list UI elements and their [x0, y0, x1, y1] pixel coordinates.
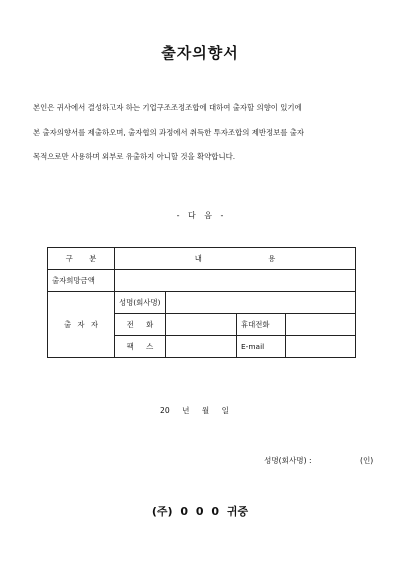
investor-info-table	[47, 247, 356, 358]
phone-label: 전 화	[115, 314, 166, 336]
mobile-value-field[interactable]	[286, 314, 356, 336]
table-row-amount	[48, 270, 356, 292]
fax-value-field[interactable]	[166, 336, 237, 358]
paragraph-line-1: 본인은 귀사에서 결성하고자 하는 기업구조조정조합에 대하여 출자할 의향이 있기에	[33, 103, 302, 112]
seal-mark: (인)	[360, 456, 374, 465]
paragraph-line-3: 목적으로만 사용하며 외부로 유출하지 아니할 것을 확약합니다.	[33, 152, 236, 161]
document-title: 출자의향서	[161, 44, 239, 62]
addressee: (주) 0 0 0 귀중	[151, 505, 249, 518]
mobile-label: 휴대전화	[237, 314, 286, 336]
phone-value-field[interactable]	[166, 314, 237, 336]
date-line: 20 년 월 일	[160, 406, 229, 415]
table-header-row	[48, 248, 356, 270]
paragraph-line-2: 본 출자의향서를 제출하오며, 출자협의 과정에서 취득한 투자조합의 제반정보를 출자	[33, 128, 305, 137]
investor-label: 출 자 자	[48, 292, 115, 358]
amount-value-field[interactable]	[115, 270, 356, 292]
fax-label: 팩 스	[115, 336, 166, 358]
email-label: E-mail	[237, 336, 286, 358]
table-row-name	[48, 292, 356, 314]
header-category: 구 분	[48, 248, 115, 270]
signature-label: 성명(회사명) :	[264, 456, 312, 465]
amount-label: 출자희망금액	[48, 270, 115, 292]
header-content: 내 용	[115, 248, 356, 270]
da-eum-heading: - 다 음 -	[176, 211, 224, 220]
name-value-field[interactable]	[166, 292, 356, 314]
email-value-field[interactable]	[286, 336, 356, 358]
name-label: 성명(회사명)	[115, 292, 166, 314]
